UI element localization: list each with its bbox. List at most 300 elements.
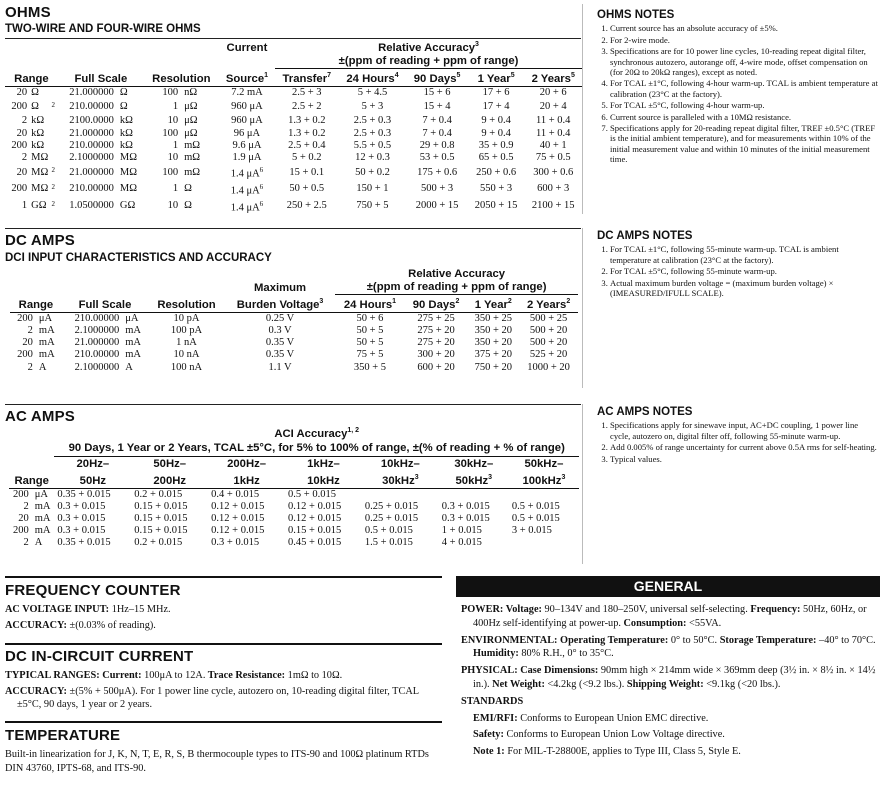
general-title: GENERAL — [456, 576, 880, 597]
table-row — [9, 513, 579, 525]
accuracy-cell: 150 + 1 — [356, 183, 389, 195]
ac-range-header: Range — [9, 471, 54, 488]
current-source — [219, 128, 275, 140]
accuracy-cell: 2000 + 15 — [415, 199, 459, 211]
note-item: 1. For TCAL ±1°C, following 55-minute warm-up. TCAL is ambient temperature at calibration (23°C at the factory). — [610, 244, 880, 265]
accuracy-cell: 40 + 1 — [539, 139, 567, 151]
dcic-title: DC IN-CIRCUIT CURRENT — [5, 648, 194, 665]
range-value: 20 — [16, 127, 28, 139]
accuracy-cell: 250 + 0.6 — [476, 166, 517, 178]
full-scale-value: 2.1000000 — [69, 152, 114, 164]
ac-band-top: 1kHz– — [307, 457, 340, 470]
ohms-header-text: Transfer — [282, 72, 328, 85]
accuracy-cell: 0.15 + 0.015 — [134, 525, 188, 537]
ac-amps-table — [9, 424, 579, 550]
table-row — [9, 537, 579, 549]
ac-band-bottom — [208, 471, 285, 488]
resolution-unit: mΩ — [184, 139, 201, 151]
accuracy-cell: 53 + 0.5 — [419, 152, 455, 164]
ohms-notes-title: OHMS NOTES — [597, 9, 675, 21]
full-scale-unit: Ω — [119, 86, 128, 98]
superscript: 3 — [414, 473, 419, 481]
full-scale-unit: Ω — [119, 100, 128, 112]
accuracy-cell: 75 + 0.5 — [535, 152, 571, 164]
ohms-header-cell — [524, 68, 582, 86]
accuracy-cell: 5 + 3 — [361, 100, 384, 112]
dc-col-group2: ±(ppm of reading + ppm of range) — [335, 281, 578, 295]
dc-amps-subtitle: DCI INPUT CHARACTERISTICS AND ACCURACY — [5, 252, 272, 264]
accuracy-cell: 15 + 6 — [423, 86, 451, 98]
freq-top-rule — [5, 576, 442, 578]
ac-band-bottom — [362, 471, 439, 488]
range-unit: MΩ — [31, 183, 49, 195]
ac-band-bottom-text: 10kHz — [307, 474, 340, 487]
ac-header-row2 — [9, 471, 579, 488]
resolution-unit: mΩ — [184, 166, 201, 178]
note-item: 3. Actual maximum burden voltage = (maximum burden voltage) × (IMEASURED/IFULL SCALE). — [610, 278, 880, 299]
dc-header-cell — [148, 295, 225, 313]
range-unit: Ω — [31, 100, 39, 112]
accuracy-cell: 0.3 + 0.015 — [441, 500, 490, 512]
accuracy-cell: 50 + 5 — [356, 324, 384, 336]
freq-body — [5, 603, 442, 634]
resolution-value: 100 — [162, 86, 179, 98]
note-item: 7. Specifications apply for 20-reading repeat digital filter, TREF ±0.5°C (TREF is the initial ambient temperature), and for measurements within 10% of the initial measurement value and within 10 minutes of the initial measurement time. — [610, 123, 880, 165]
ac-band-bottom-text: 50Hz — [79, 474, 107, 487]
current-source-text: 960 μA — [231, 115, 263, 127]
dc-header-cell — [467, 295, 519, 313]
superscript: 6 — [259, 182, 264, 191]
dc-header-row — [10, 295, 578, 313]
ohms-header-text: 2 Years — [531, 72, 571, 85]
dc-header-cell — [225, 295, 335, 313]
accuracy-cell: 7 + 0.4 — [422, 127, 452, 139]
temp-top-rule — [5, 721, 442, 723]
accuracy-cell: 75 + 5 — [356, 349, 384, 361]
table-row — [5, 86, 582, 99]
accuracy-cell: 0.12 + 0.015 — [211, 500, 265, 512]
dc-header-text: 2 Years — [526, 298, 567, 311]
resolution: 10 pA — [173, 312, 200, 324]
ac-band-top: 20Hz– — [76, 457, 110, 470]
note-item: 5. For TCAL ±5°C, following 4-hour warm-up. — [610, 100, 880, 110]
current-source — [219, 152, 275, 164]
range-unit: kΩ — [31, 127, 45, 139]
resolution-value: 1 — [172, 139, 179, 151]
ohms-subtitle: TWO-WIRE AND FOUR-WIRE OHMS — [5, 23, 201, 35]
range-unit: kΩ — [31, 115, 45, 127]
accuracy-cell: 375 + 20 — [474, 349, 512, 361]
accuracy-cell: 11 + 0.4 — [536, 115, 571, 127]
ohms-header-cell — [339, 68, 407, 86]
full-scale-unit: MΩ — [119, 166, 138, 178]
note-item: 2. Add 0.005% of range uncertainty for current above 0.5A rms for self-heating. — [610, 442, 880, 452]
superscript: 2 — [51, 100, 55, 109]
accuracy-cell: 2.5 + 3 — [292, 86, 322, 98]
resolution-value: 100 — [162, 166, 179, 178]
dc-notes-divider — [582, 228, 583, 388]
accuracy-cell: 0.4 + 0.015 — [211, 488, 260, 500]
accuracy-cell: 0.25 + 0.015 — [364, 512, 419, 524]
superscript: 3 — [561, 473, 566, 481]
range-unit: MΩ — [31, 166, 49, 178]
ac-band-bottom — [285, 471, 362, 488]
full-scale-value: 210.00000 — [69, 100, 114, 112]
ac-band-bottom — [54, 471, 131, 488]
ohms-title: OHMS — [5, 4, 51, 21]
full-scale-value: 21.000000 — [74, 337, 120, 349]
accuracy-cell: 525 + 20 — [529, 349, 568, 361]
superscript: 2 — [507, 298, 512, 305]
accuracy-cell: 9 + 0.4 — [481, 115, 511, 127]
resolution-unit: μΩ — [184, 115, 198, 127]
dc-top-rule — [5, 228, 581, 229]
accuracy-cell: 0.25 + 0.015 — [364, 500, 419, 512]
dc-amps-title: DC AMPS — [5, 232, 76, 249]
full-scale-unit: mA — [125, 337, 141, 349]
dc-header-text: 24 Hours — [343, 298, 393, 311]
ohms-table — [5, 38, 582, 214]
accuracy-cell: 500 + 25 — [529, 312, 568, 324]
full-scale-unit: μA — [125, 312, 139, 324]
table-row — [9, 525, 579, 537]
current-source-text: 1.4 μA — [230, 185, 260, 197]
accuracy-cell: 175 + 0.6 — [417, 166, 458, 178]
full-scale-value: 21.000000 — [69, 166, 114, 178]
accuracy-cell: 300 + 20 — [417, 349, 455, 361]
ac-notes-title: AC AMPS NOTES — [597, 406, 693, 418]
current-source-text: 960 μA — [231, 100, 263, 112]
note-item: 3. Specifications are for 10 power line cycles, 10-reading repeat digital filter, synchronous autozero, autorange off, 4-wire mode, offset compensation on (for 20Ω to 20kΩ ranges), except as noted. — [610, 46, 880, 77]
dc-header-cell — [10, 295, 62, 313]
resolution-value: 100 — [162, 127, 179, 139]
superscript: 2 — [51, 166, 55, 175]
table-row — [5, 128, 582, 140]
superscript: 2 — [455, 298, 460, 305]
accuracy-cell: 250 + 2.5 — [286, 199, 327, 211]
accuracy-cell: 9 + 0.4 — [481, 127, 511, 139]
resolution-unit: Ω — [184, 183, 192, 195]
ohms-header-text: Range — [14, 72, 49, 85]
accuracy-cell: 15 + 0.1 — [289, 166, 325, 178]
current-source-text: 9.6 μA — [232, 139, 262, 151]
full-scale-value: 210.00000 — [74, 349, 120, 361]
range-value: 20 — [18, 512, 29, 524]
superscript: 3 — [488, 473, 493, 481]
accuracy-cell: 35 + 0.9 — [478, 139, 514, 151]
accuracy-cell: 2100 + 15 — [531, 199, 575, 211]
superscript: 5 — [510, 71, 515, 79]
accuracy-cell: 0.5 + 0.015 — [511, 500, 560, 512]
superscript: 5 — [570, 71, 575, 79]
ohms-header-cell — [144, 68, 219, 86]
resolution: 100 nA — [170, 361, 203, 373]
range-value: 20 — [22, 337, 33, 349]
accuracy-cell: 750 + 20 — [474, 361, 512, 373]
general-emi: EMI/RFI: Conforms to European Union EMC directive. — [473, 712, 709, 724]
resolution-value: 1 — [172, 100, 179, 112]
accuracy-cell: 750 + 5 — [356, 199, 389, 211]
accuracy-cell: 0.2 + 0.015 — [134, 488, 183, 500]
superscript: 3 — [319, 298, 324, 305]
superscript: 2 — [51, 182, 55, 191]
general-standards: STANDARDS — [461, 695, 524, 707]
dcic-line2: ACCURACY: ±(5% + 500μA). For 1 power line cycle, autozero on, 10-reading digital filter, TCAL ±5°C, 90 days, 1 year or 2 years. — [5, 685, 419, 710]
full-scale-unit: kΩ — [119, 115, 133, 127]
freq-title: FREQUENCY COUNTER — [5, 582, 181, 599]
ohms-header-text: Source — [225, 72, 265, 85]
general-note: Note 1: For MIL-T-28800E, applies to Type III, Class 5, Style E. — [473, 746, 741, 758]
accuracy-cell: 275 + 20 — [417, 324, 455, 336]
dc-header-text: 90 Days — [412, 298, 456, 311]
accuracy-cell: 7 + 0.4 — [422, 115, 452, 127]
table-row — [5, 164, 582, 181]
accuracy-cell: 1.3 + 0.2 — [288, 115, 326, 127]
accuracy-cell: 350 + 20 — [474, 324, 512, 336]
accuracy-cell: 0.15 + 0.015 — [288, 525, 342, 537]
ac-top-rule — [5, 404, 581, 405]
dc-notes-title: DC AMPS NOTES — [597, 230, 693, 242]
full-scale-value: 2.1000000 — [74, 361, 120, 373]
current-source — [219, 181, 275, 198]
full-scale-unit: mA — [125, 324, 141, 336]
table-row — [10, 349, 578, 361]
full-scale-value: 210.00000 — [69, 139, 114, 151]
ohms-header-cell — [468, 68, 525, 86]
full-scale-unit: mA — [125, 349, 141, 361]
resolution-value: 1 — [172, 183, 179, 195]
range-unit: mA — [34, 525, 51, 537]
current-source-text: 1.4 μA — [230, 168, 260, 180]
dc-amps-table — [10, 268, 578, 374]
current-source-text: 1.9 μA — [232, 152, 262, 164]
range-value: 20 — [16, 166, 28, 178]
superscript: 5 — [456, 71, 461, 79]
current-source-text: 1.4 μA — [230, 202, 260, 214]
ac-amps-notes — [597, 407, 880, 465]
full-scale-value: 210.00000 — [74, 312, 120, 324]
accuracy-cell: 0.12 + 0.015 — [211, 512, 265, 524]
accuracy-cell: 50 + 0.5 — [289, 183, 325, 195]
general-safety: Safety: Conforms to European Union Low Voltage directive. — [473, 729, 725, 741]
range-unit: mA — [34, 512, 51, 524]
current-source — [219, 99, 275, 116]
dc-header-text: Full Scale — [78, 298, 132, 311]
dc-col-max: Maximum — [254, 281, 307, 294]
accuracy-cell: 5 + 0.2 — [292, 152, 322, 164]
ac-band-bottom-text: 1kHz — [233, 474, 260, 487]
superscript: 2 — [566, 298, 571, 305]
burden-voltage: 0.25 V — [265, 312, 295, 324]
accuracy-cell: 0.3 + 0.015 — [211, 537, 260, 549]
accuracy-cell: 65 + 0.5 — [478, 152, 514, 164]
accuracy-cell: 275 + 25 — [417, 312, 455, 324]
ac-band-top: 10kHz– — [380, 457, 420, 470]
resolution-unit: mΩ — [184, 152, 201, 164]
resolution-unit: Ω — [184, 199, 192, 211]
accuracy-cell: 17 + 6 — [482, 86, 510, 98]
accuracy-cell: 0.2 + 0.015 — [134, 537, 183, 549]
range-value: 2 — [23, 537, 29, 549]
resolution-value: 10 — [167, 152, 179, 164]
resolution-unit: μΩ — [184, 127, 198, 139]
accuracy-cell: 11 + 0.4 — [536, 127, 571, 139]
accuracy-cell: 600 + 3 — [537, 183, 570, 195]
dc-amps-notes — [597, 231, 880, 299]
ohms-col-group: Relative Accuracy$^3$ — [378, 41, 479, 54]
accuracy-cell — [509, 488, 579, 501]
note-item: 2. For 2-wire mode. — [610, 35, 880, 45]
accuracy-cell — [439, 488, 509, 501]
range-value: 2 — [21, 115, 28, 127]
accuracy-cell: 4 + 0.015 — [441, 537, 482, 549]
table-row — [5, 152, 582, 164]
accuracy-cell: 1.5 + 0.015 — [364, 537, 413, 549]
ohms-header-row — [5, 68, 582, 86]
range-value: 2 — [21, 152, 28, 164]
current-source-text: 7.2 mA — [231, 86, 263, 98]
ac-band-bottom — [439, 471, 509, 488]
accuracy-cell: 1.3 + 0.2 — [288, 127, 326, 139]
accuracy-cell — [509, 537, 579, 549]
accuracy-cell: 300 + 0.6 — [533, 166, 574, 178]
accuracy-cell: 600 + 20 — [417, 361, 455, 373]
range-unit: μA — [38, 312, 53, 324]
resolution-value: 10 — [167, 199, 179, 211]
ac-header-blank — [9, 456, 54, 471]
superscript: 2 — [51, 199, 55, 208]
accuracy-cell: 5 + 4.5 — [357, 86, 388, 98]
table-row — [5, 181, 582, 198]
accuracy-cell: 1000 + 20 — [527, 361, 570, 373]
range-unit: kΩ — [31, 139, 45, 151]
dc-col-group: Relative Accuracy — [408, 268, 506, 280]
range-value: 20 — [16, 86, 28, 98]
range-value: 2 — [27, 361, 33, 373]
accuracy-cell: 0.3 + 0.015 — [57, 525, 106, 537]
current-source-text: 96 μA — [233, 127, 261, 139]
table-row — [10, 325, 578, 337]
dc-header-text: Burden Voltage — [236, 298, 320, 311]
table-row — [5, 115, 582, 127]
accuracy-cell: 0.12 + 0.015 — [288, 500, 342, 512]
dc-header-text: Resolution — [157, 298, 216, 311]
accuracy-cell: 20 + 4 — [539, 100, 567, 112]
full-scale-unit: MΩ — [119, 152, 138, 164]
superscript: 7 — [327, 71, 332, 79]
full-scale-unit: A — [125, 361, 133, 373]
accuracy-cell: 0.15 + 0.015 — [134, 500, 188, 512]
dc-header-text: Range — [18, 298, 54, 311]
full-scale-value: 21.000000 — [69, 86, 114, 98]
ohms-header-text: Full Scale — [74, 72, 128, 85]
ohms-header-text: 1 Year — [477, 72, 511, 85]
resolution-value: 10 — [167, 115, 179, 127]
accuracy-cell: 2.5 + 0.3 — [353, 127, 392, 139]
range-unit: mA — [38, 349, 55, 361]
full-scale-value: 1.0500000 — [69, 199, 114, 211]
accuracy-cell: 50 + 5 — [356, 337, 384, 349]
accuracy-cell: 0.12 + 0.015 — [288, 512, 342, 524]
burden-voltage: 0.35 V — [265, 349, 295, 361]
current-source — [219, 198, 275, 215]
ac-band-bottom — [509, 471, 579, 488]
table-row — [5, 140, 582, 152]
range-unit: A — [38, 361, 47, 373]
accuracy-cell: 2.5 + 2 — [292, 100, 322, 112]
table-row — [10, 337, 578, 349]
freq-line2: ACCURACY: ±(0.03% of reading). — [5, 619, 156, 631]
temp-title: TEMPERATURE — [5, 727, 121, 744]
accuracy-cell: 350 + 25 — [474, 312, 512, 324]
burden-voltage: 0.3 V — [268, 324, 292, 336]
resolution-unit: μΩ — [184, 100, 198, 112]
accuracy-cell — [362, 488, 439, 501]
note-item: 4. For TCAL ±1°C, following 4-hour warm-up. TCAL is ambient temperature at calibration (23°C at the factory). — [610, 78, 880, 99]
note-item: 3. Typical values. — [610, 454, 880, 464]
range-value: 200 — [17, 312, 33, 324]
superscript: 6 — [259, 199, 264, 208]
accuracy-cell: 350 + 5 — [353, 361, 387, 373]
ac-amps-title: AC AMPS — [5, 408, 76, 425]
accuracy-cell: 0.5 + 0.015 — [511, 512, 560, 524]
accuracy-cell: 2.5 + 0.4 — [288, 139, 326, 151]
ohms-header-cell — [275, 68, 339, 86]
range-value: 200 — [11, 100, 28, 112]
burden-voltage: 1.1 V — [268, 361, 292, 373]
accuracy-cell: 500 + 3 — [421, 183, 454, 195]
ohms-col-current: Current — [226, 41, 268, 54]
accuracy-cell: 0.5 + 0.015 — [364, 525, 413, 537]
current-source — [219, 164, 275, 181]
superscript: 1 — [264, 71, 269, 79]
table-row — [9, 501, 579, 513]
range-value: 200 — [12, 488, 29, 500]
accuracy-cell: 2050 + 15 — [474, 199, 518, 211]
dcic-line1: TYPICAL RANGES: Current: 100μA to 12A. Trace Resistance: 1mΩ to 10Ω. — [5, 670, 343, 681]
note-item: 1. Specifications apply for sinewave input, AC+DC coupling, 1 power line cycle, autozero on, digital filter off, following 55-minute warm-up. — [610, 420, 880, 441]
table-row — [10, 362, 578, 374]
dc-header-cell — [405, 295, 468, 313]
note-item: 6. Current source is paralleled with a 10MΩ resistance. — [610, 112, 880, 122]
ac-notes-divider — [582, 404, 583, 564]
ohms-header-cell — [406, 68, 467, 86]
range-value: 200 — [17, 349, 33, 361]
accuracy-cell: 29 + 0.8 — [419, 139, 455, 151]
accuracy-cell: 12 + 0.3 — [355, 152, 390, 164]
general-physical: PHYSICAL: Case Dimensions: 90mm high × 214mm wide × 369mm deep (3½ in. × 8½ in. × 14½ in.). Net Weight: <4.2kg (<9.2 lbs.). Shipping Weight: <9.1kg (<20 lbs.). — [461, 665, 876, 690]
ac-band-bottom — [131, 471, 208, 488]
ohms-col-group2: ±(ppm of reading + ppm of range) — [275, 55, 582, 69]
ohms-header-cell — [219, 68, 275, 86]
ac-band-bottom-text: 50kHz — [455, 474, 489, 487]
accuracy-cell: 0.3 + 0.015 — [441, 512, 490, 524]
superscript: 1 — [392, 298, 397, 305]
accuracy-cell: 20 + 6 — [539, 86, 567, 98]
range-value: 200 — [11, 139, 28, 151]
ohms-header-cell — [58, 68, 144, 86]
full-scale-value: 210.00000 — [69, 183, 114, 195]
dc-header-cell — [62, 295, 148, 313]
full-scale-unit: kΩ — [119, 139, 133, 151]
accuracy-cell: 50 + 6 — [356, 312, 384, 324]
accuracy-cell: 1 + 0.015 — [441, 525, 482, 537]
ac-band-top: 50Hz– — [153, 457, 187, 470]
current-source — [219, 86, 275, 99]
full-scale-value: 2100.0000 — [69, 115, 114, 127]
accuracy-cell: 0.45 + 0.015 — [288, 537, 342, 549]
ohms-header-text: Resolution — [152, 72, 211, 85]
